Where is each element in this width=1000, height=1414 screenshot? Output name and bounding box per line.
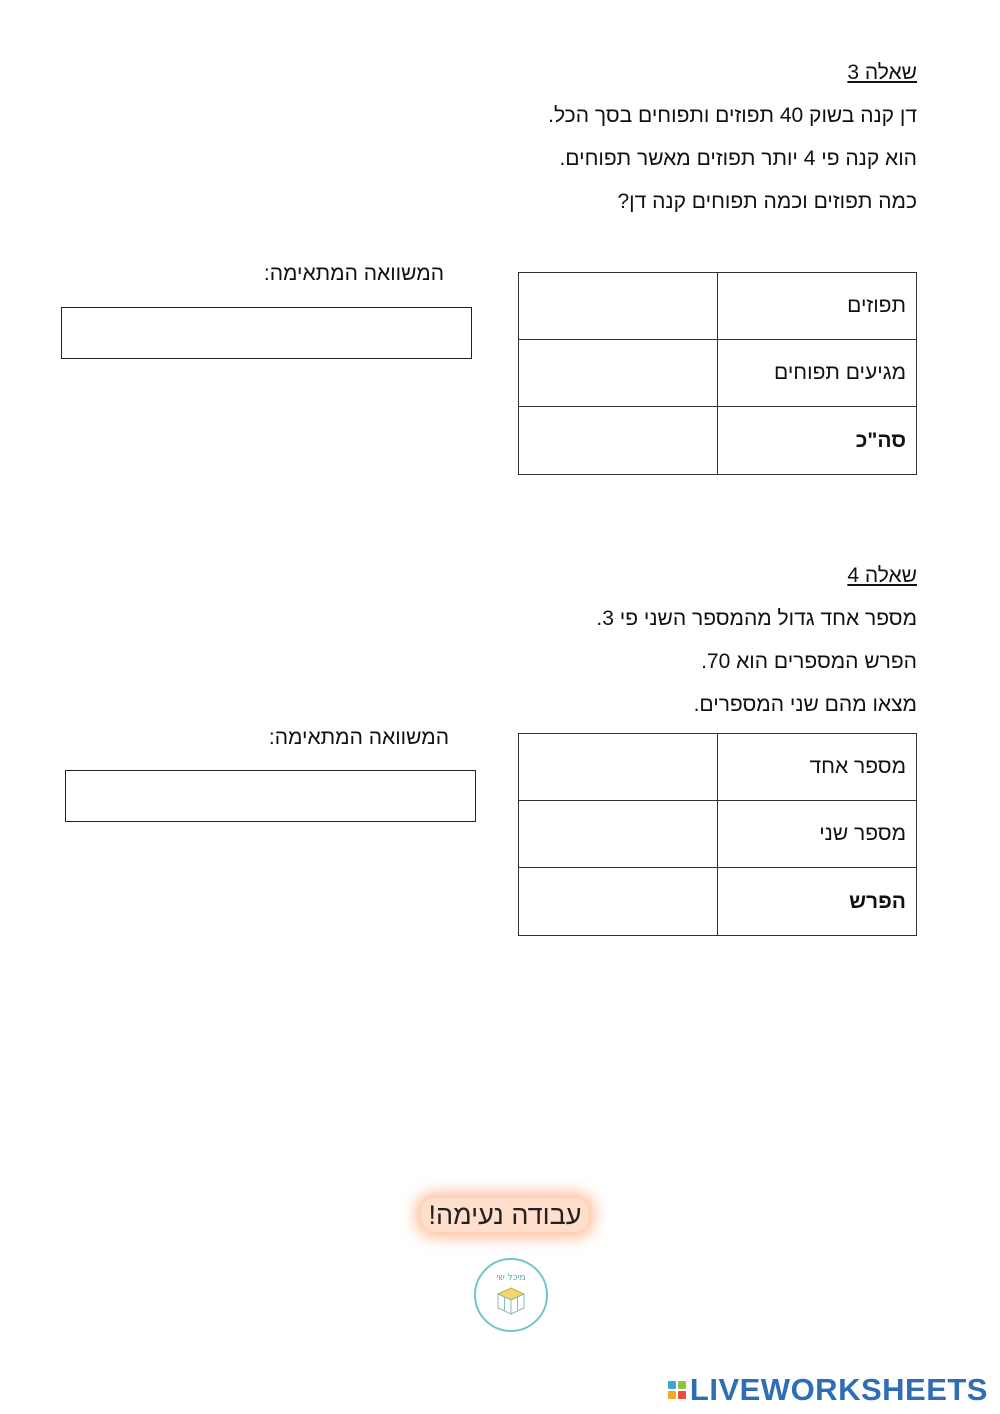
- question-4-line-3: מצאו מהם שני המספרים.: [693, 693, 917, 716]
- question-4-equation-label: המשוואה המתאימה:: [268, 726, 449, 749]
- question-4-answer-first-number[interactable]: [519, 734, 718, 801]
- question-3-line-1: דן קנה בשוק 40 תפוזים ותפוחים בסך הכל.: [548, 104, 917, 127]
- table-row: [519, 273, 917, 340]
- question-3-title: שאלה 3: [847, 61, 917, 84]
- author-logo: [474, 1258, 548, 1332]
- gift-box-icon: [476, 1260, 546, 1330]
- question-3-answer-total[interactable]: [519, 407, 718, 475]
- question-3-equation-label: המשוואה המתאימה:: [263, 262, 444, 285]
- logo-text: מיכל שי: [496, 1273, 526, 1283]
- question-3-label-oranges: תפוזים: [718, 273, 917, 340]
- question-3-line-3: כמה תפוזים וכמה תפוחים קנה דן?: [617, 190, 917, 213]
- table-row: [519, 407, 917, 475]
- question-4-label-difference: הפרש: [718, 868, 917, 936]
- table-row: [519, 801, 917, 868]
- question-4-answer-second-number[interactable]: [519, 801, 718, 868]
- question-4-title: שאלה 4: [847, 564, 917, 587]
- liveworksheets-brand-text: LIVEWORKSHEETS: [689, 1372, 988, 1407]
- table-row: [519, 734, 917, 801]
- question-4-equation-input[interactable]: [65, 770, 476, 822]
- question-3-answer-oranges[interactable]: [519, 273, 718, 340]
- liveworksheets-brand: [668, 1372, 988, 1408]
- liveworksheets-logo-icon: [668, 1381, 686, 1399]
- question-3-table: [518, 272, 917, 475]
- table-row: [519, 868, 917, 936]
- question-4-line-1: מספר אחד גדול מהמספר השני פי 3.: [596, 607, 917, 630]
- question-3-equation-input[interactable]: [61, 307, 472, 359]
- question-4-label-second-number: מספר שני: [718, 801, 917, 868]
- question-4-line-2: הפרש המספרים הוא 70.: [701, 650, 917, 673]
- question-3-label-apples: מגיעים תפוחים: [718, 340, 917, 407]
- question-4-answer-difference[interactable]: [519, 868, 718, 936]
- question-3-label-total: סה"כ: [718, 407, 917, 475]
- question-4-label-first-number: מספר אחד: [718, 734, 917, 801]
- question-4-table: [518, 733, 917, 936]
- good-work-text: עבודה נעימה!: [421, 1198, 590, 1232]
- question-3-answer-apples[interactable]: [519, 340, 718, 407]
- question-3-line-2: הוא קנה פי 4 יותר תפוזים מאשר תפוחים.: [559, 147, 917, 170]
- table-row: [519, 340, 917, 407]
- good-work-message: [0, 1200, 1000, 1231]
